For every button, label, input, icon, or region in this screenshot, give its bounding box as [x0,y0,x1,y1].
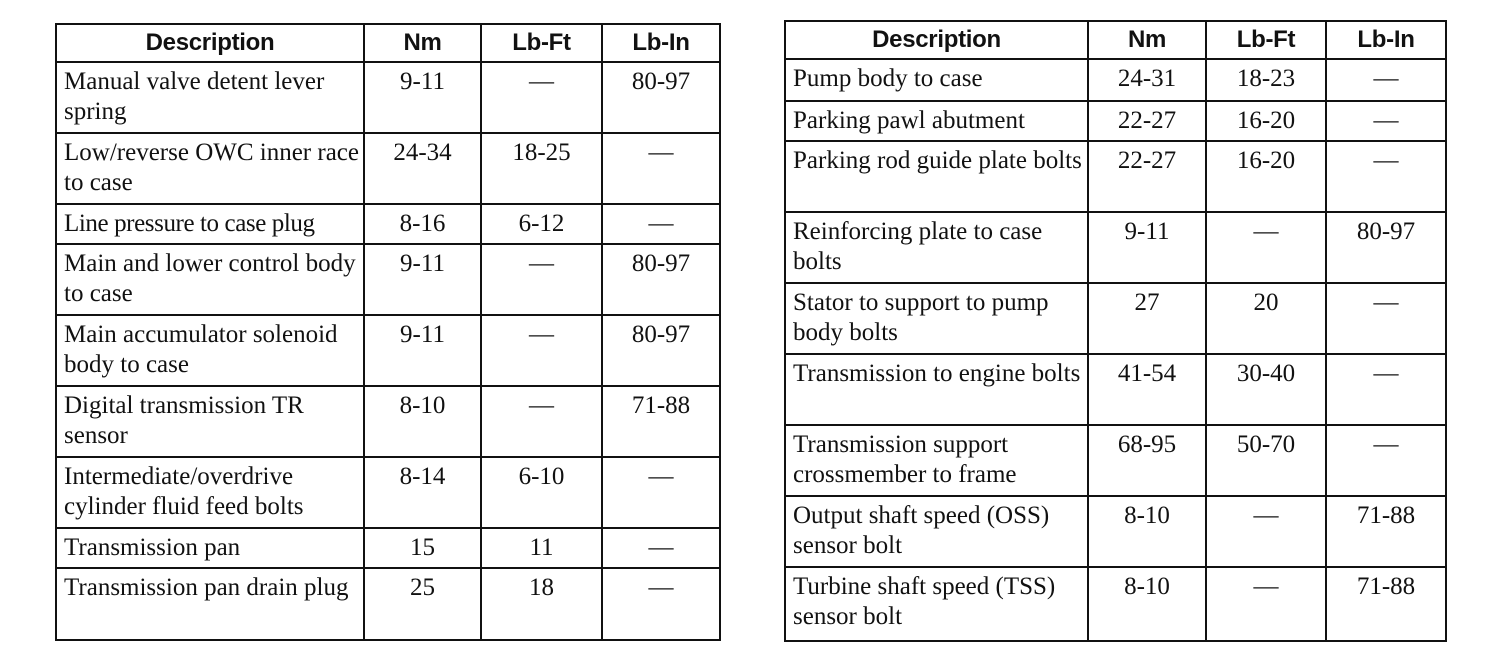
row-lbin: — [1326,101,1446,141]
row-description: Digital transmission TR sensor [56,386,364,457]
header-lbin: Lb-In [1326,21,1446,59]
row-nm: 8-10 [1088,496,1206,567]
row-lbft: 30-40 [1206,354,1326,425]
row-description: Reinforcing plate to case bolts [785,212,1088,283]
row-description: Transmission pan drain plug [56,568,364,640]
row-lbin: — [1326,141,1446,212]
row-lbin: 71-88 [1326,496,1446,567]
row-lbft: 6-12 [481,204,602,244]
row-lbin: — [602,457,720,528]
table-row [56,62,720,133]
table-row [785,567,1446,641]
row-description: Parking rod guide plate bolts [785,141,1088,212]
row-description: Transmission support crossmember to frame [785,425,1088,496]
row-description: Transmission pan [56,528,364,568]
header-description: Description [56,24,364,62]
row-lbin: — [1326,354,1446,425]
row-lbin: — [602,568,720,640]
row-description: Manual valve detent lever spring [56,62,364,133]
row-lbin: 71-88 [602,386,720,457]
row-description: Line pressure to case plug [56,204,364,244]
row-lbin: — [1326,425,1446,496]
row-nm: 24-31 [1088,59,1206,101]
row-lbin: 80-97 [602,244,720,315]
row-lbft: — [481,62,602,133]
table-row [56,386,720,457]
row-nm: 24-34 [364,133,481,204]
row-lbft: 11 [481,528,602,568]
table-row [56,244,720,315]
row-nm: 9-11 [364,315,481,386]
row-lbft: — [481,315,602,386]
row-nm: 8-10 [1088,567,1206,641]
row-description: Intermediate/overdrive cylinder fluid feed bolts [56,457,364,528]
row-nm: 9-11 [1088,212,1206,283]
row-nm: 22-27 [1088,141,1206,212]
row-lbin: 71-88 [1326,567,1446,641]
row-description: Output shaft speed (OSS) sensor bolt [785,496,1088,567]
row-description: Transmission to engine bolts [785,354,1088,425]
row-lbft: 16-20 [1206,141,1326,212]
row-lbft: — [1206,212,1326,283]
header-description: Description [785,21,1088,59]
row-lbft: 18-23 [1206,59,1326,101]
row-description: Parking pawl abutment [785,101,1088,141]
row-lbft: 18-25 [481,133,602,204]
row-lbft: 50-70 [1206,425,1326,496]
row-lbin: 80-97 [602,62,720,133]
row-nm: 8-10 [364,386,481,457]
row-lbin: — [1326,59,1446,101]
row-nm: 9-11 [364,244,481,315]
row-nm: 8-16 [364,204,481,244]
row-nm: 15 [364,528,481,568]
row-nm: 22-27 [1088,101,1206,141]
row-lbft: 20 [1206,283,1326,354]
table-row [56,528,720,568]
header-lbft: Lb-Ft [1206,21,1326,59]
row-description: Pump body to case [785,59,1088,101]
row-lbin: — [602,133,720,204]
table-row [785,212,1446,283]
row-lbft: 6-10 [481,457,602,528]
torque-table-right [784,20,1447,642]
row-description: Main accumulator solenoid body to case [56,315,364,386]
table-header-row [785,21,1446,59]
table-row [785,59,1446,101]
table-row [56,204,720,244]
header-lbft: Lb-Ft [481,24,602,62]
row-nm: 8-14 [364,457,481,528]
table-row [785,496,1446,567]
row-lbin: 80-97 [602,315,720,386]
row-nm: 27 [1088,283,1206,354]
row-lbin: — [1326,283,1446,354]
header-nm: Nm [1088,21,1206,59]
row-lbft: 16-20 [1206,101,1326,141]
row-lbin: — [602,204,720,244]
row-lbft: 18 [481,568,602,640]
table-row [785,141,1446,212]
row-description: Stator to support to pump body bolts [785,283,1088,354]
row-nm: 25 [364,568,481,640]
table-row [785,354,1446,425]
row-lbft: — [481,244,602,315]
torque-table-left [55,23,721,641]
row-lbft: — [1206,496,1326,567]
table-row [56,315,720,386]
row-lbin: 80-97 [1326,212,1446,283]
header-lbin: Lb-In [602,24,720,62]
row-description: Main and lower control body to case [56,244,364,315]
row-description: Low/reverse OWC inner race to case [56,133,364,204]
table-row [785,425,1446,496]
row-nm: 68-95 [1088,425,1206,496]
table-row [785,101,1446,141]
row-nm: 9-11 [364,62,481,133]
row-nm: 41-54 [1088,354,1206,425]
header-nm: Nm [364,24,481,62]
row-lbin: — [602,528,720,568]
row-description: Turbine shaft speed (TSS) sensor bolt [785,567,1088,641]
row-lbft: — [481,386,602,457]
table-row [56,568,720,640]
table-header-row [56,24,720,62]
table-row [785,283,1446,354]
row-lbft: — [1206,567,1326,641]
table-row [56,133,720,204]
table-row [56,457,720,528]
